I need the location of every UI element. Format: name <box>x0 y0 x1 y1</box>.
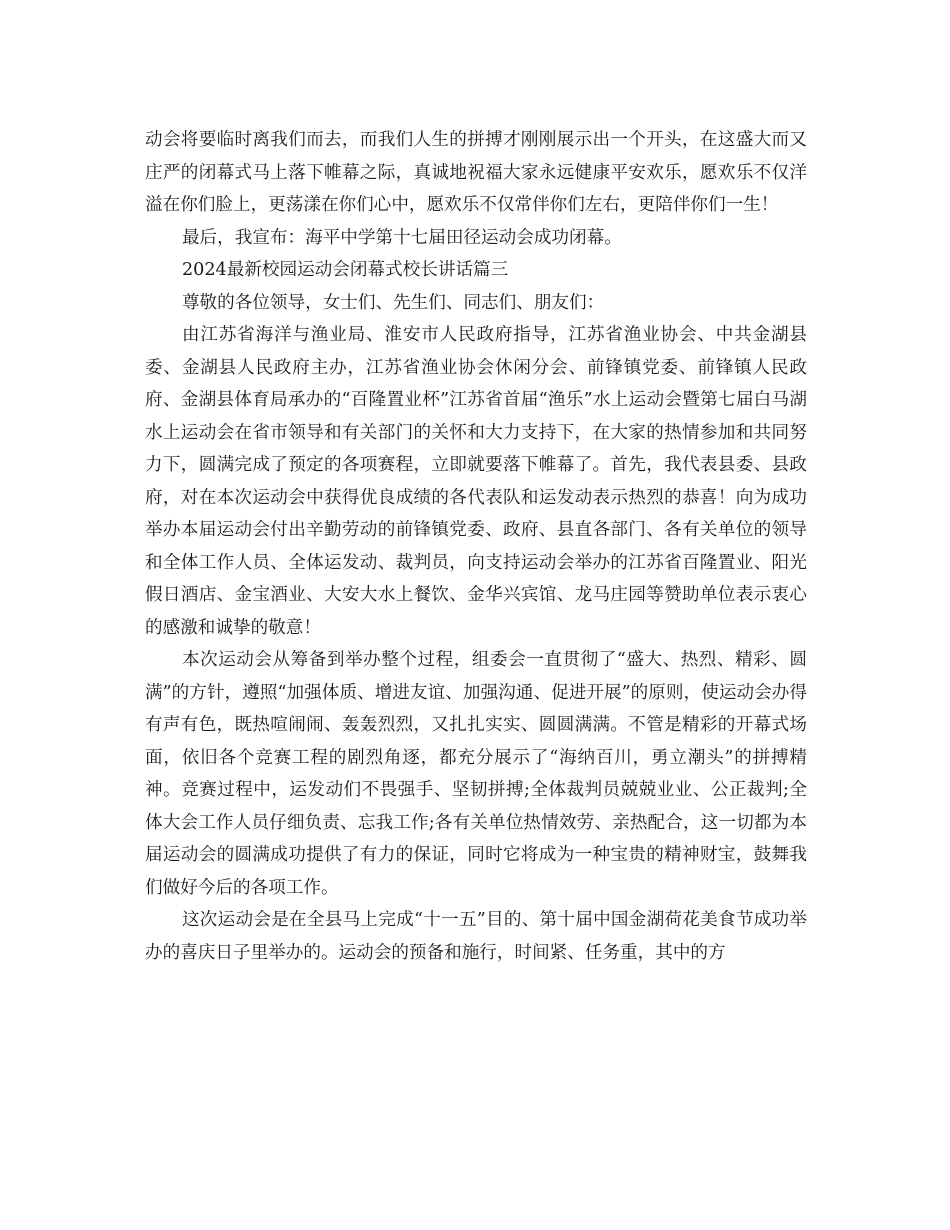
paragraph-closing-wishes: 动会将要临时离我们而去，而我们人生的拼搏才刚刚展示出一个开头，在这盛大而又庄严的闭幕式马上落下帷幕之际，真诚地祝福大家永远健康平安欢乐，愿欢乐不仅洋溢在你们脸上，更荡漾在你们心中，愿欢乐不仅常伴你们左右，更陪伴你们一生！ <box>145 130 807 215</box>
salutation: 尊敬的各位领导，女士们、先生们、同志们、朋友们： <box>181 292 605 313</box>
document-body <box>145 124 807 969</box>
section-title: 2024最新校园运动会闭幕式校长讲话篇三 <box>181 260 509 280</box>
paragraph-thanks: 由江苏省海洋与渔业局、淮安市人民政府指导，江苏省渔业协会、中共金湖县委、金湖县人民政府主办，江苏省渔业协会休闲分会、前锋镇党委、前锋镇人民政府、金湖县体育局承办的“百隆置业杯”江苏省首届“渔乐”水上运动会暨第七届白马湖水上运动会在省市领导和有关部门的关怀和大力支持下，在大家的热情参加和共同努力下，圆满完成了预定的各项赛程，立即就要落下帷幕了。首先，我代表县委、县政府，对在本次运动会中获得优良成绩的各代表队和运发动表示热烈的恭喜！向为成功举办本届运动会付出辛勤劳动的前锋镇党委、政府、县直各部门、各有关单位的领导和全体工作人员、全体运发动、裁判员，向支持运动会举办的江苏省百隆置业、阳光假日酒店、金宝酒业、大安大水上餐饮、金华兴宾馆、龙马庄园等赞助单位表示衷心的感激和诚挚的敬意！ <box>145 325 807 638</box>
paragraph-summary: 本次运动会从筹备到举办整个过程，组委会一直贯彻了“盛大、热烈、精彩、圆满”的方针，遵照“加强体质、增进友谊、加强沟通、促进开展”的原则，使运动会办得有声有色，既热喧闹闹、轰轰烈烈，又扎扎实实、圆圆满满。不管是精彩的开幕式场面，依旧各个竞赛工程的剧烈角逐，都充分展示了“海纳百川，勇立潮头”的拼搏精神。竞赛过程中，运发动们不畏强手、坚韧拼搏;全体裁判员兢兢业业、公正裁判;全体大会工作人员仔细负责、忘我工作;各有关单位热情效劳、亲热配合，这一切都为本届运动会的圆满成功提供了有力的保证，同时它将成为一种宝贵的精神财宝，鼓舞我们做好今后的各项工作。 <box>145 650 807 898</box>
paragraph-context: 这次运动会是在全县马上完成“十一五”目的、第十届中国金湖荷花美食节成功举办的喜庆日子里举办的。运动会的预备和施行，时间紧、任务重，其中的方 <box>145 910 807 963</box>
paragraph-closing-declaration: 最后，我宣布：海平中学第十七届田径运动会成功闭幕。 <box>181 227 622 248</box>
